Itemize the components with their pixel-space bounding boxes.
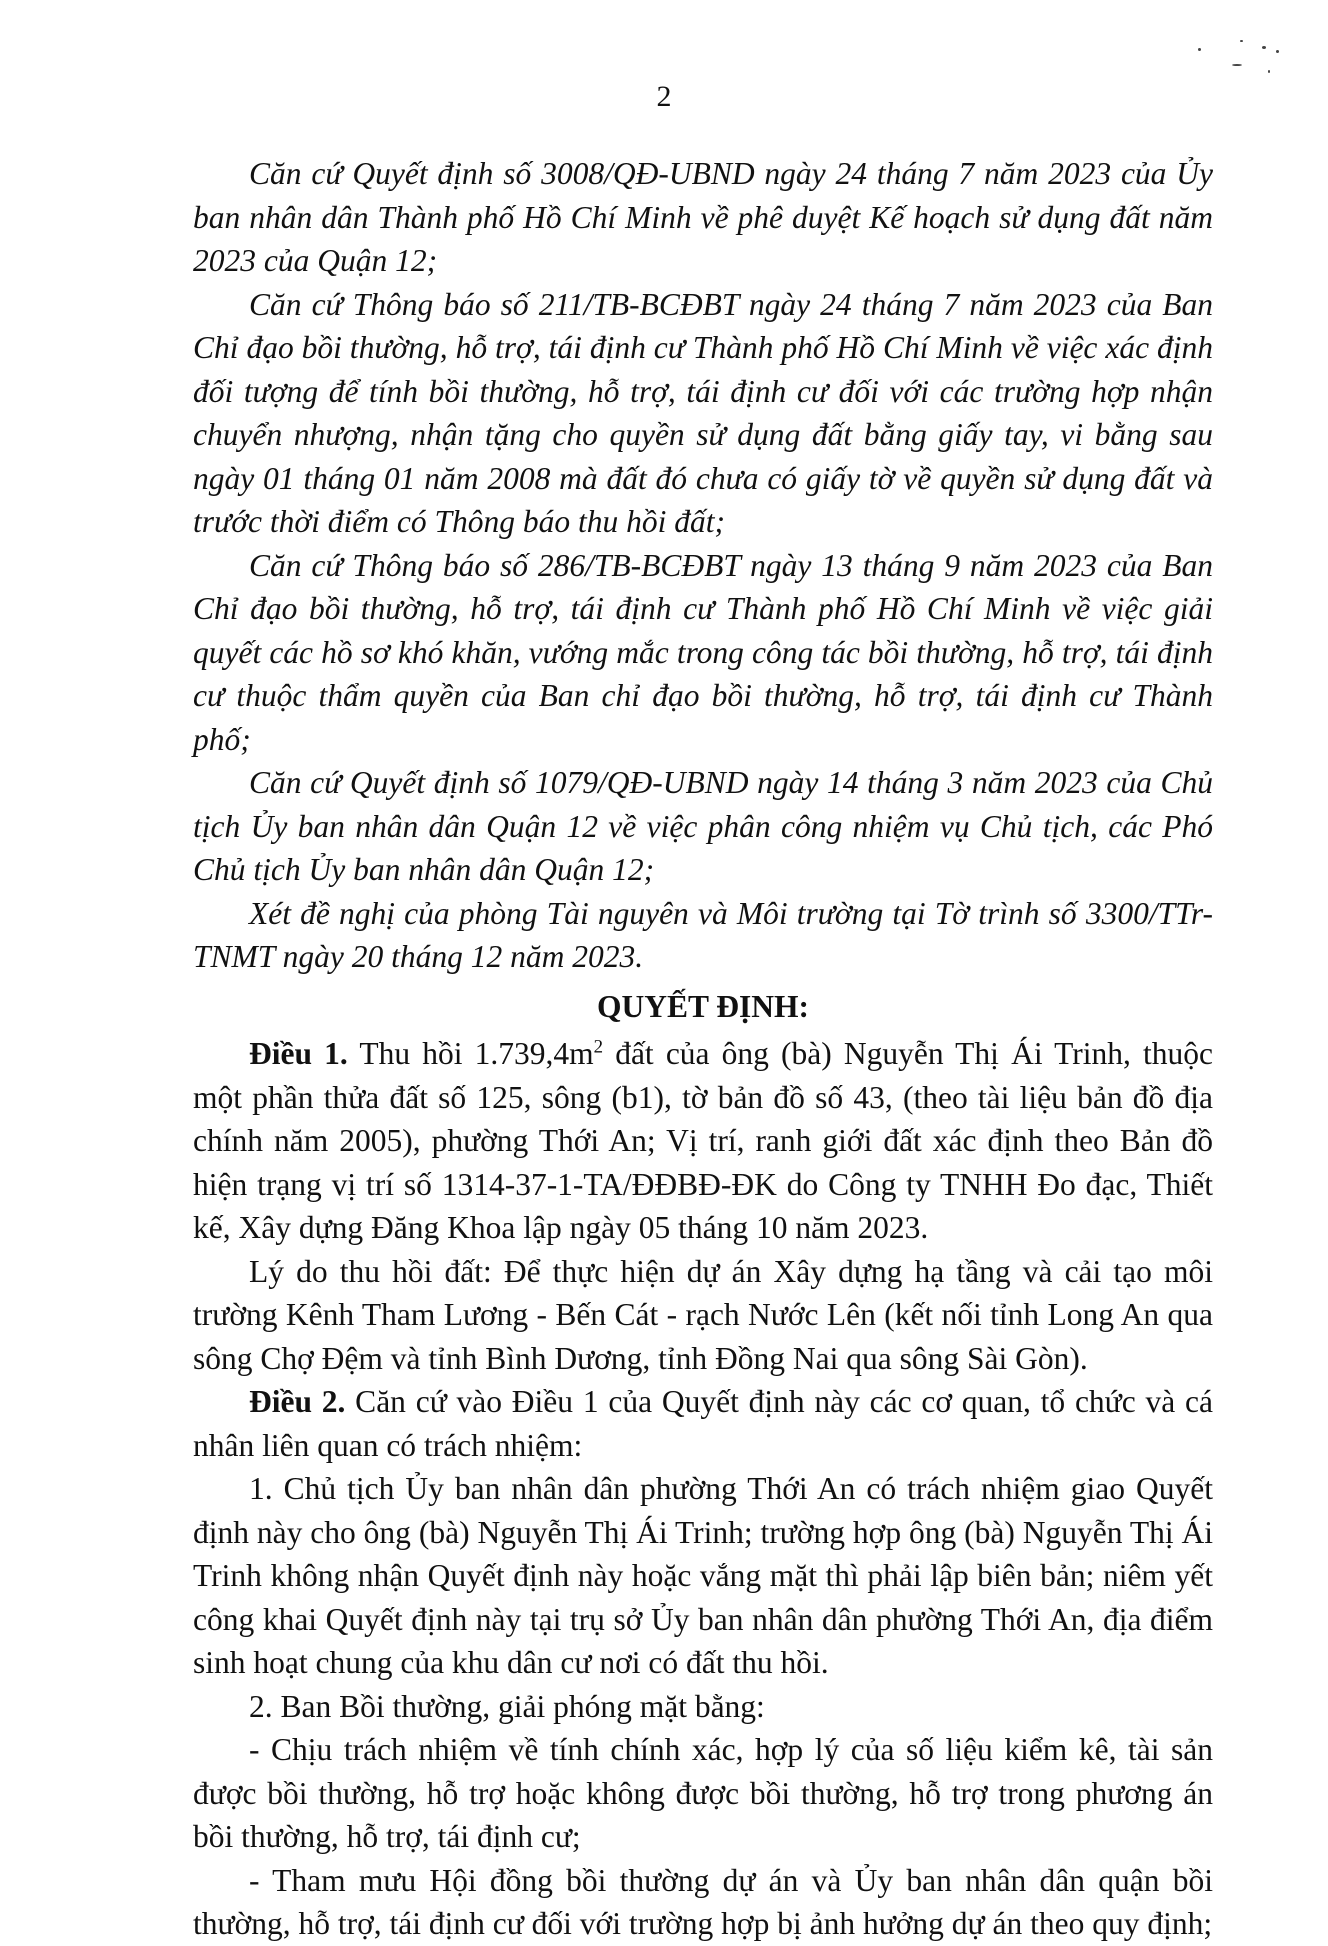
article-2 <box>193 1380 1213 1467</box>
proposal-paragraph: Xét đề nghị của phòng Tài nguyên và Môi trường tại Tờ trình số 3300/TTr-TNMT ngày 20 tháng 12 năm 2023. <box>193 895 1213 974</box>
article-1-label: Điều 1. <box>249 1036 348 1071</box>
basis-paragraph-1: Căn cứ Quyết định số 3008/QĐ-UBND ngày 24 tháng 7 năm 2023 của Ủy ban nhân dân Thành phố Hồ Chí Minh về phê duyệt Kế hoạch sử dụng đất năm 2023 của Quận 12; <box>193 156 1213 278</box>
article-1-text-b: đất của ông (bà) Nguyễn Thị Ái Trinh, thuộc một phần thửa đất số 125, sông (b1), tờ bản đồ số 43, (theo tài liệu bản đồ địa chính năm 2005), phường Thới An; Vị trí, ranh giới đất xác định theo Bản đồ hiện trạng vị trí số 1314-37-1-TA/ĐĐBĐ-ĐK do Công ty TNHH Đo đạc, Thiết kế, Xây dựng Đăng Khoa lập ngày 05 tháng 10 năm 2023. <box>193 1036 1213 1245</box>
page-number: 2 <box>656 80 672 113</box>
article-2-item-2a: - Chịu trách nhiệm về tính chính xác, hợp lý của số liệu kiểm kê, tài sản được bồi thường, hỗ trợ hoặc không được bồi thường, hỗ trợ trong phương án bồi thường, hỗ trợ, tái định cư; <box>193 1732 1213 1854</box>
basis-paragraph-2: Căn cứ Thông báo số 211/TB-BCĐBT ngày 24 tháng 7 năm 2023 của Ban Chỉ đạo bồi thường, hỗ trợ, tái định cư Thành phố Hồ Chí Minh về việc xác định đối tượng để tính bồi thường, hỗ trợ, tái định cư đối với các trường hợp nhận chuyển nhượng, nhận tặng cho quyền sử dụng đất bằng giấy tay, vi bằng sau ngày 01 tháng 01 năm 2008 mà đất đó chưa có giấy tờ về quyền sử dụng đất và trước thời điểm có Thông báo thu hồi đất; <box>193 286 1213 539</box>
basis-paragraph-3: Căn cứ Thông báo số 286/TB-BCĐBT ngày 13 tháng 9 năm 2023 của Ban Chỉ đạo bồi thường, hỗ trợ, tái định cư Thành phố Hồ Chí Minh về việc giải quyết các hồ sơ khó khăn, vướng mắc trong công tác bồi thường, hỗ trợ, tái định cư thuộc thẩm quyền của Ban chỉ đạo bồi thường, hỗ trợ, tái định cư Thành phố; <box>193 547 1213 757</box>
article-2-item-2b: - Tham mưu Hội đồng bồi thường dự án và Ủy ban nhân dân quận bồi thường, hỗ trợ, tái định cư đối với trường hợp bị ảnh hưởng dự án theo quy định; <box>193 1862 1213 1941</box>
document-body <box>193 152 1213 1946</box>
article-2-item-2: 2. Ban Bồi thường, giải phóng mặt bằng: <box>249 1688 765 1724</box>
article-1-reason: Lý do thu hồi đất: Để thực hiện dự án Xây dựng hạ tầng và cải tạo môi trường Kênh Tham Lương - Bến Cát - rạch Nước Lên (kết nối tỉnh Long An qua sông Chợ Đệm và tỉnh Bình Dương, tỉnh Đồng Nai qua sông Sài Gòn). <box>193 1253 1213 1376</box>
article-2-text: Căn cứ vào Điều 1 của Quyết định này các cơ quan, tổ chức và cá nhân liên quan có trách nhiệm: <box>193 1384 1213 1463</box>
article-1-text-a: Thu hồi 1.739,4m <box>347 1036 594 1071</box>
article-2-item-1: 1. Chủ tịch Ủy ban nhân dân phường Thới An có trách nhiệm giao Quyết định này cho ông (bà) Nguyễn Thị Ái Trinh; trường hợp ông (bà) Nguyễn Thị Ái Trinh không nhận Quyết định này hoặc vắng mặt thì phải lập biên bản; niêm yết công khai Quyết định này tại trụ sở Ủy ban nhân dân phường Thới An, địa điểm sinh hoạt chung của khu dân cư nơi có đất thu hồi. <box>193 1471 1213 1680</box>
basis-paragraph-4: Căn cứ Quyết định số 1079/QĐ-UBND ngày 14 tháng 3 năm 2023 của Chủ tịch Ủy ban nhân dân Quận 12 về việc phân công nhiệm vụ Chủ tịch, các Phó Chủ tịch Ủy ban nhân dân Quận 12; <box>193 765 1213 887</box>
area-unit-superscript: 2 <box>593 1036 604 1058</box>
decision-heading: QUYẾT ĐỊNH: <box>596 988 810 1024</box>
article-1 <box>193 1032 1213 1250</box>
article-2-label: Điều 2. <box>249 1384 346 1419</box>
